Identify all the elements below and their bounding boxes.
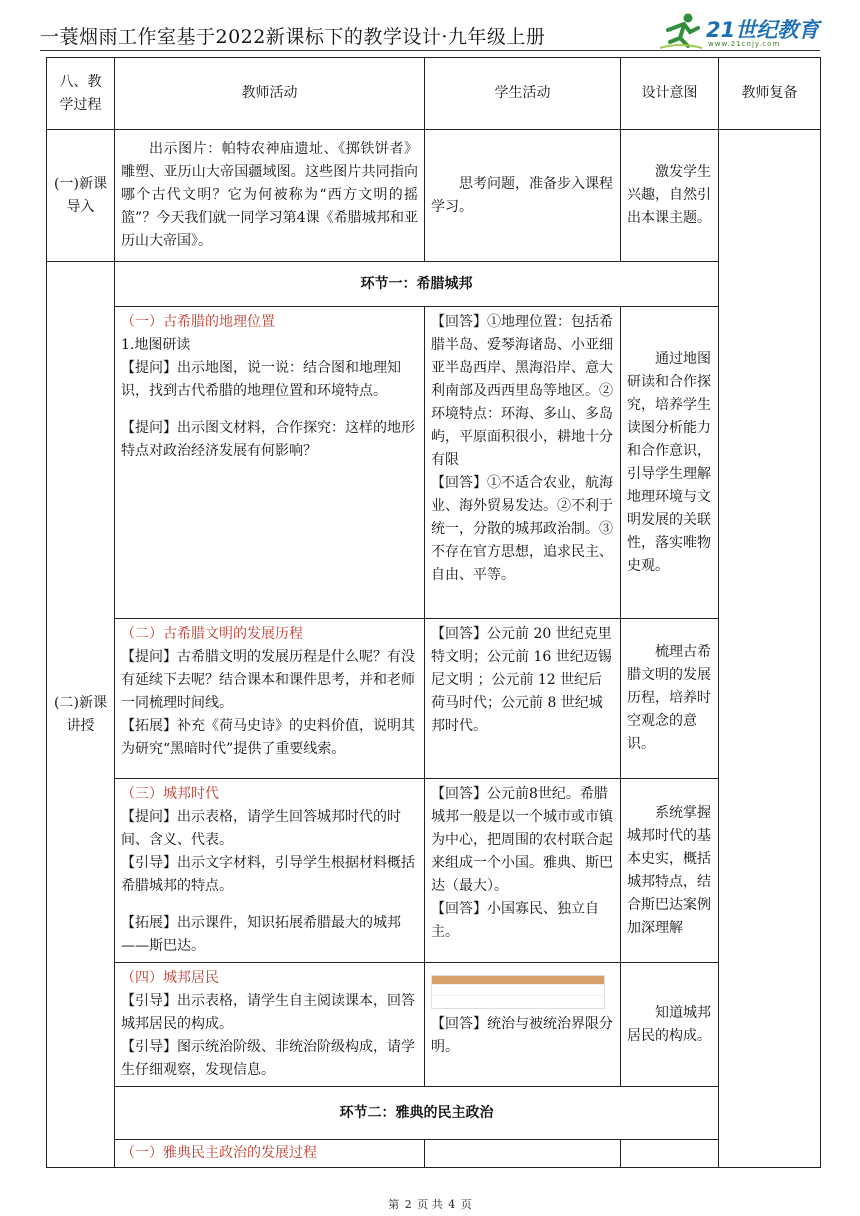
table-row-geography xyxy=(47,307,821,619)
header-teacher: 教师活动 xyxy=(115,58,425,130)
table-row-section2 xyxy=(47,1087,821,1140)
logo xyxy=(658,12,826,52)
section-heading-1: 环节一：希腊城邦 xyxy=(115,262,719,307)
table-row-democracy xyxy=(47,1140,821,1168)
footer-prefix: 第 xyxy=(388,1198,400,1211)
subsection-heading: （四）城邦居民 xyxy=(121,970,219,986)
table-row-intro xyxy=(47,130,821,262)
table-row-history xyxy=(47,619,821,779)
teacher-prep-cell xyxy=(719,130,821,1168)
intent-residents: 知道城邦居民的构成。 xyxy=(621,963,719,1087)
intent-citystate: 系统掌握城邦时代的基本史实，概括城邦特点，结合斯巴达案例加深理解 xyxy=(621,779,719,963)
stage-intro: (一)新课导入 xyxy=(47,130,115,262)
header-student: 学生活动 xyxy=(425,58,621,130)
subsection-heading: （二）古希腊文明的发展历程 xyxy=(121,626,303,642)
teacher-activity-history xyxy=(115,619,425,779)
intro-student: 思考问题，准备步入课程学习。 xyxy=(425,130,621,262)
intro-teacher: 出示图片：帕特农神庙遗址、《掷铁饼者》雕塑、亚历山大帝国疆域图。这些图片共同指向哪个古代文明？它为何被称为“西方文明的摇篮”？今天我们就一同学习第4课《希腊城邦和亚历山大帝国》。 xyxy=(115,130,425,262)
teacher-activity-democracy xyxy=(115,1140,425,1168)
footer-mid: 页 共 xyxy=(417,1198,443,1211)
intent-history: 梳理古希腊文明的发展历程，培养时空观念的意识。 xyxy=(621,619,719,779)
student-activity-geography xyxy=(425,307,621,619)
intent-geography: 通过地图研读和合作探究，培养学生读图分析能力和合作意识，引导学生理解地理环境与文明发展的关联性，落实唯物史观。 xyxy=(621,307,719,619)
footer-suffix: 页 xyxy=(460,1198,472,1211)
document-header-title: 一蓑烟雨工作室基于2022新课标下的教学设计·九年级上册 xyxy=(40,26,546,48)
teacher-line: 【引导】出示文字材料，引导学生根据材料概括希腊城邦的特点。 xyxy=(121,855,415,894)
teacher-line: 【拓展】补充《荷马史诗》的史料价值，说明其为研究“黑暗时代”提供了重要线索。 xyxy=(121,718,415,757)
student-line: 【回答】①不适合农业，航海业、海外贸易发达。②不利于统一，分散的城邦政治制。③不存在官方思想，追求民主、自由、平等。 xyxy=(431,475,613,583)
intro-intent: 激发学生兴趣，自然引出本课主题。 xyxy=(621,130,719,262)
runner-icon xyxy=(658,12,704,52)
table-row-citystate xyxy=(47,779,821,963)
teacher-line: 【引导】图示统治阶级、非统治阶级构成，请学生仔细观察，发现信息。 xyxy=(121,1039,415,1078)
student-activity-residents xyxy=(425,963,621,1087)
teacher-activity-citystate xyxy=(115,779,425,963)
teacher-line: 【提问】出示表格，请学生回答城邦时代的时间、含义、代表。 xyxy=(121,809,401,848)
teacher-line: 1.地图研读 xyxy=(121,337,191,353)
header-rule xyxy=(40,50,820,51)
subsection-heading: （一）古希腊的地理位置 xyxy=(121,314,275,330)
header-intent: 设计意图 xyxy=(621,58,719,130)
teacher-activity-geography xyxy=(115,307,425,619)
teacher-line: 【引导】出示表格，请学生自主阅读课本，回答城邦居民的构成。 xyxy=(121,993,415,1032)
table-header-row xyxy=(47,58,821,130)
intent-democracy xyxy=(621,1140,719,1168)
teacher-line: 【提问】出示地图，说一说：结合图和地理知识，找到古代希腊的地理位置和环境特点。 xyxy=(121,360,401,399)
subsection-heading: （一）雅典民主政治的发展过程 xyxy=(121,1145,317,1161)
student-line: 【回答】小国寡民、独立自主。 xyxy=(431,901,599,940)
page-total: 4 xyxy=(448,1198,456,1211)
teacher-line: 【提问】出示图文材料，合作探究：这样的地形特点对政治经济发展有何影响？ xyxy=(121,420,415,459)
logo-url: www.21cnjy.com xyxy=(708,40,781,48)
teacher-line: 【拓展】出示课件，知识拓展希腊最大的城邦——斯巴达。 xyxy=(121,915,401,954)
section-heading-2: 环节二：雅典的民主政治 xyxy=(115,1087,719,1140)
table-row-residents xyxy=(47,963,821,1087)
teacher-activity-residents xyxy=(115,963,425,1087)
student-activity-democracy xyxy=(425,1140,621,1168)
lesson-plan-table xyxy=(46,57,821,1168)
residents-table-thumbnail xyxy=(431,975,605,1009)
header-stage: 八、教学过程 xyxy=(47,58,115,130)
student-line: 【回答】①地理位置：包括希腊半岛、爱琴海诸岛、小亚细亚半岛西岸、黑海沿岸、意大利南部及西西里岛等地区。②环境特点：环海、多山、多岛屿，平原面积很小，耕地十分有限 xyxy=(431,314,613,468)
subsection-heading: （三）城邦时代 xyxy=(121,786,219,802)
header-prep: 教师复备 xyxy=(719,58,821,130)
student-activity-history xyxy=(425,619,621,779)
table-row-section1 xyxy=(47,262,821,307)
logo-text: 21世纪教育 xyxy=(706,18,820,42)
page-footer xyxy=(0,1196,860,1212)
stage-teach: (二)新课讲授 xyxy=(47,262,115,1168)
student-activity-citystate xyxy=(425,779,621,963)
student-line: 【回答】统治与被统治界限分明。 xyxy=(431,1016,613,1055)
student-line: 【回答】公元前 20 世纪克里特文明；公元前 16 世纪迈锡尼文明 ；公元前 12 世纪后荷马时代；公元前 8 世纪城邦时代。 xyxy=(431,626,612,734)
page-number: 2 xyxy=(404,1198,412,1211)
student-line: 【回答】公元前8世纪。希腊城邦一般是以一个城市或市镇为中心，把周围的农村联合起来组成一个小国。雅典、斯巴达（最大）。 xyxy=(431,786,613,894)
teacher-line: 【提问】古希腊文明的发展历程是什么呢？有没有延续下去呢？结合课本和课件思考，并和老师一同梳理时间线。 xyxy=(121,649,415,711)
